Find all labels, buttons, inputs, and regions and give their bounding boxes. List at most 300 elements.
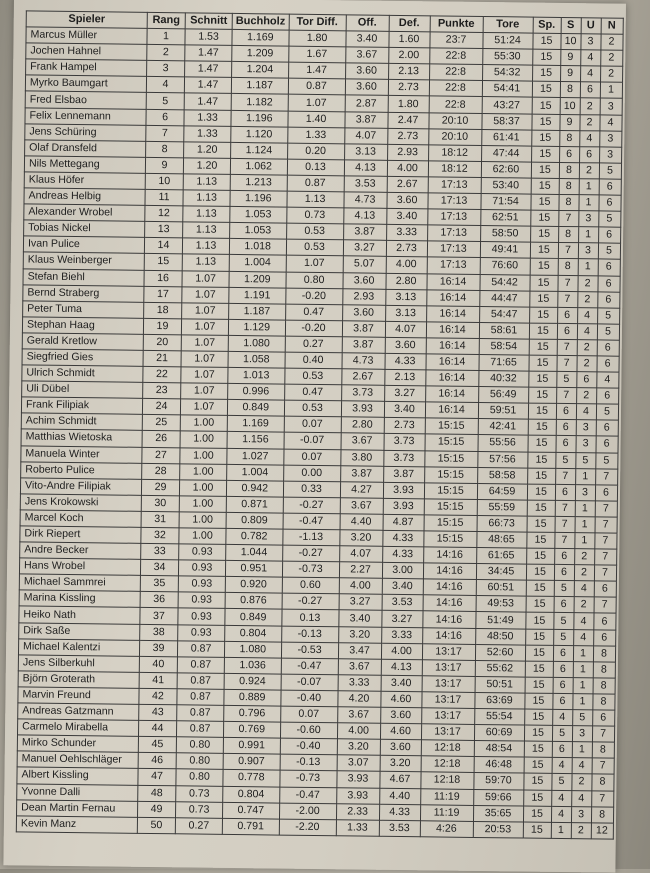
cell-n: 4 [599, 114, 621, 130]
cell-def: 3.60 [385, 337, 426, 354]
cell-u: 1 [574, 533, 594, 549]
cell-u: 3 [575, 484, 595, 500]
cell-n: 2 [600, 66, 622, 82]
cell-rang: 23 [143, 383, 181, 400]
cell-s: 6 [557, 323, 577, 339]
cell-u: 1 [578, 195, 598, 211]
cell-n: 8 [593, 662, 615, 678]
cell-off: 4.73 [343, 192, 386, 209]
cell-tor-diff: 0.73 [286, 207, 343, 224]
cell-tore: 66:73 [477, 515, 527, 532]
cell-def: 3.20 [380, 756, 421, 773]
cell-u: 2 [571, 822, 591, 838]
cell-def: 3.60 [386, 192, 427, 209]
cell-schnitt: 0.80 [176, 769, 223, 786]
cell-rang: 43 [139, 704, 177, 721]
cell-spieler: Vito-Andre Filipiak [20, 478, 141, 496]
cell-punkte: 16:14 [426, 306, 479, 323]
cell-def: 3.60 [380, 740, 421, 757]
cell-tor-diff: -0.27 [282, 593, 339, 610]
cell-schnitt: 0.87 [177, 640, 224, 657]
cell-def: 3.13 [385, 289, 426, 306]
cell-n: 6 [599, 179, 621, 195]
cell-sp: 15 [529, 275, 557, 291]
cell-buchholz: 0.996 [228, 384, 285, 401]
cell-tore: 56:49 [478, 387, 528, 404]
cell-tor-diff: 0.47 [284, 384, 341, 401]
cell-punkte: 16:14 [426, 338, 479, 355]
cell-rang: 44 [138, 720, 176, 737]
cell-sp: 15 [531, 114, 559, 130]
cell-tore: 35:65 [473, 805, 523, 822]
cell-tor-diff: 0.20 [287, 143, 344, 160]
cell-spieler: Siegfried Gies [22, 349, 143, 367]
cell-tore: 64:59 [477, 483, 527, 500]
cell-tor-diff: -0.73 [279, 770, 336, 787]
cell-off: 3.33 [338, 675, 381, 692]
header-buchholz: Buchholz [232, 13, 289, 30]
cell-off: 3.67 [345, 47, 388, 64]
cell-buchholz: 1.169 [227, 416, 284, 433]
ranking-table [16, 10, 623, 839]
cell-tor-diff: 0.53 [286, 223, 343, 240]
cell-schnitt: 1.07 [182, 286, 229, 303]
cell-spieler: Klaus Weinberger [23, 252, 144, 270]
cell-buchholz: 1.053 [230, 207, 287, 224]
cell-schnitt: 1.13 [183, 190, 230, 207]
cell-buchholz: 0.804 [223, 786, 280, 803]
cell-spieler: Roberto Pulice [21, 462, 142, 480]
cell-off: 4.73 [341, 353, 384, 370]
cell-n: 8 [592, 742, 614, 758]
cell-schnitt: 0.93 [178, 608, 225, 625]
cell-tor-diff: 0.07 [284, 416, 341, 433]
cell-spieler: Achim Schmidt [21, 413, 142, 431]
cell-tore: 40:32 [478, 371, 528, 388]
cell-sp: 15 [525, 677, 553, 693]
cell-sp: 15 [523, 790, 551, 806]
header-off: Off. [346, 15, 389, 32]
cell-rang: 14 [144, 238, 182, 255]
cell-u: 1 [575, 500, 595, 516]
cell-rang: 26 [142, 431, 180, 448]
cell-rang: 17 [144, 286, 182, 303]
cell-n: 8 [593, 678, 615, 694]
cell-tor-diff: 1.67 [288, 46, 345, 63]
cell-rang: 41 [139, 672, 177, 689]
cell-tore: 48:54 [474, 741, 524, 758]
cell-punkte: 22:8 [429, 48, 482, 65]
cell-s: 8 [558, 227, 578, 243]
cell-punkte: 13:17 [422, 676, 475, 693]
table-body [16, 27, 622, 839]
cell-buchholz: 1.062 [230, 158, 287, 175]
cell-off: 2.93 [342, 288, 385, 305]
cell-tore: 63:69 [474, 692, 524, 709]
cell-rang: 38 [140, 624, 178, 641]
cell-tore: 61:65 [476, 548, 526, 565]
cell-tore: 55:62 [475, 660, 525, 677]
cell-rang: 12 [145, 206, 183, 223]
cell-s: 4 [552, 709, 572, 725]
cell-u: 2 [577, 291, 597, 307]
cell-buchholz: 0.951 [225, 561, 282, 578]
cell-rang: 36 [140, 592, 178, 609]
cell-rang: 10 [145, 173, 183, 190]
cell-n: 6 [598, 227, 620, 243]
cell-sp: 15 [527, 468, 555, 484]
cell-s: 8 [560, 82, 580, 98]
cell-schnitt: 0.87 [177, 657, 224, 674]
cell-punkte: 13:17 [422, 643, 475, 660]
cell-s: 6 [556, 404, 576, 420]
cell-punkte: 16:14 [426, 289, 479, 306]
cell-sp: 15 [530, 194, 558, 210]
cell-sp: 15 [523, 806, 551, 822]
cell-off: 4.13 [344, 160, 387, 177]
cell-sp: 15 [526, 548, 554, 564]
cell-rang: 8 [146, 141, 184, 158]
cell-s: 6 [553, 661, 573, 677]
cell-buchholz: 1.156 [227, 432, 284, 449]
cell-rang: 35 [140, 576, 178, 593]
cell-n: 1 [600, 82, 622, 98]
cell-rang: 3 [147, 61, 185, 78]
cell-s: 6 [553, 677, 573, 693]
cell-punkte: 15:15 [425, 434, 478, 451]
cell-spieler: Manuela Winter [21, 445, 142, 463]
cell-def: 3.13 [385, 305, 426, 322]
cell-n: 8 [592, 694, 614, 710]
cell-off: 3.87 [340, 465, 383, 482]
cell-schnitt: 1.13 [183, 174, 230, 191]
header-tor-diff: Tor Diff. [289, 14, 346, 31]
cell-punkte: 14:16 [422, 627, 475, 644]
cell-off: 3.27 [343, 240, 386, 257]
cell-u: 5 [575, 452, 595, 468]
cell-u: 1 [573, 677, 593, 693]
cell-spieler: Dean Martin Fernau [17, 799, 138, 817]
cell-tor-diff: 1.33 [287, 127, 344, 144]
cell-n: 5 [596, 404, 618, 420]
cell-n: 3 [599, 131, 621, 147]
header-n: N [601, 18, 623, 34]
cell-n: 7 [595, 501, 617, 517]
cell-n: 4 [596, 372, 618, 388]
cell-buchholz: 0.849 [227, 400, 284, 417]
cell-tor-diff: 0.33 [283, 481, 340, 498]
cell-tor-diff: 0.53 [286, 239, 343, 256]
cell-punkte: 22:8 [429, 64, 482, 81]
cell-punkte: 17:13 [427, 193, 480, 210]
cell-sp: 15 [529, 291, 557, 307]
cell-n: 7 [594, 549, 616, 565]
cell-rang: 11 [145, 189, 183, 206]
cell-punkte: 14:16 [422, 611, 475, 628]
cell-schnitt: 1.13 [182, 238, 229, 255]
cell-s: 5 [553, 613, 573, 629]
cell-sp: 15 [528, 371, 556, 387]
cell-buchholz: 1.013 [228, 367, 285, 384]
cell-tore: 58:50 [480, 226, 530, 243]
cell-tore: 60:69 [474, 725, 524, 742]
cell-off: 2.33 [336, 803, 379, 820]
cell-u: 6 [580, 82, 600, 98]
cell-off: 3.13 [344, 144, 387, 161]
cell-u: 2 [576, 356, 596, 372]
cell-tor-diff: 1.47 [288, 62, 345, 79]
cell-buchholz: 1.080 [228, 335, 285, 352]
cell-buchholz: 0.804 [225, 625, 282, 642]
cell-s: 9 [560, 50, 580, 66]
cell-punkte: 11:19 [420, 788, 473, 805]
cell-rang: 47 [138, 769, 176, 786]
cell-punkte: 22:8 [429, 80, 482, 97]
cell-def: 2.13 [384, 369, 425, 386]
cell-u: 3 [575, 436, 595, 452]
cell-spieler: Stephan Haag [22, 317, 143, 335]
cell-schnitt: 1.00 [180, 447, 227, 464]
cell-s: 6 [552, 742, 572, 758]
cell-buchholz: 0.778 [223, 770, 280, 787]
cell-off: 3.93 [336, 787, 379, 804]
cell-schnitt: 1.07 [181, 351, 228, 368]
cell-rang: 30 [141, 495, 179, 512]
cell-rang: 45 [138, 737, 176, 754]
cell-def: 4.67 [379, 772, 420, 789]
cell-def: 4.07 [385, 321, 426, 338]
cell-schnitt: 0.87 [177, 689, 224, 706]
cell-n: 7 [594, 565, 616, 581]
cell-buchholz: 1.209 [229, 271, 286, 288]
cell-s: 6 [555, 484, 575, 500]
cell-rang: 24 [142, 399, 180, 416]
cell-u: 4 [580, 66, 600, 82]
cell-s: 7 [558, 243, 578, 259]
cell-spieler: Myrko Baumgart [25, 75, 146, 93]
cell-rang: 28 [142, 463, 180, 480]
cell-buchholz: 0.942 [226, 480, 283, 497]
cell-off: 2.87 [345, 95, 388, 112]
cell-sp: 15 [532, 65, 560, 81]
cell-buchholz: 1.182 [231, 94, 288, 111]
cell-u: 3 [572, 726, 592, 742]
cell-schnitt: 1.13 [183, 206, 230, 223]
cell-rang: 15 [144, 254, 182, 271]
cell-off: 3.07 [337, 755, 380, 772]
cell-punkte: 15:15 [424, 515, 477, 532]
cell-off: 3.87 [344, 111, 387, 128]
cell-n: 8 [591, 806, 613, 822]
cell-spieler: Michael Sammrei [19, 574, 140, 592]
cell-rang: 1 [147, 28, 185, 45]
cell-tore: 48:50 [475, 628, 525, 645]
cell-punkte: 17:13 [427, 257, 480, 274]
cell-def: 3.73 [384, 434, 425, 451]
cell-spieler: Michael Kalentzi [18, 639, 139, 657]
cell-punkte: 15:15 [424, 450, 477, 467]
cell-punkte: 14:16 [423, 579, 476, 596]
cell-tore: 76:60 [480, 258, 530, 275]
cell-sp: 15 [527, 500, 555, 516]
cell-u: 1 [575, 517, 595, 533]
cell-n: 2 [600, 34, 622, 50]
cell-spieler: Dirk Saße [19, 622, 140, 640]
cell-off: 1.33 [336, 819, 379, 836]
cell-def: 3.53 [379, 820, 420, 837]
cell-u: 3 [580, 34, 600, 50]
cell-rang: 48 [138, 785, 176, 802]
cell-rang: 39 [139, 640, 177, 657]
cell-tore: 59:70 [473, 773, 523, 790]
cell-spieler: Stefan Biehl [23, 268, 144, 286]
cell-tore: 71:54 [480, 194, 530, 211]
cell-s: 4 [552, 758, 572, 774]
cell-s: 7 [556, 388, 576, 404]
cell-buchholz: 1.169 [232, 30, 289, 47]
cell-tore: 46:48 [474, 757, 524, 774]
cell-tor-diff: 0.87 [287, 175, 344, 192]
cell-off: 3.67 [337, 707, 380, 724]
cell-tor-diff: -0.60 [280, 722, 337, 739]
cell-def: 1.60 [388, 31, 429, 48]
cell-s: 10 [560, 34, 580, 50]
cell-off: 3.20 [338, 626, 381, 643]
cell-schnitt: 1.00 [179, 480, 226, 497]
cell-spieler: Marcus Müller [26, 27, 147, 45]
cell-u: 4 [579, 130, 599, 146]
cell-off: 3.27 [339, 594, 382, 611]
cell-u: 3 [576, 420, 596, 436]
cell-sp: 15 [524, 693, 552, 709]
cell-schnitt: 0.93 [178, 560, 225, 577]
cell-n: 2 [600, 50, 622, 66]
cell-s: 7 [558, 211, 578, 227]
cell-schnitt: 0.80 [176, 737, 223, 754]
cell-spieler: Carmelo Mirabella [17, 719, 138, 737]
cell-off: 4.07 [344, 127, 387, 144]
cell-n: 5 [595, 452, 617, 468]
cell-punkte: 13:17 [421, 724, 474, 741]
cell-spieler: Nils Mettegang [24, 156, 145, 174]
cell-punkte: 18:12 [428, 161, 481, 178]
cell-tore: 57:56 [477, 451, 527, 468]
cell-n: 7 [591, 790, 613, 806]
cell-schnitt: 1.47 [184, 93, 231, 110]
cell-tor-diff: -0.20 [285, 288, 342, 305]
cell-buchholz: 0.809 [226, 512, 283, 529]
header-sp: Sp. [533, 17, 561, 33]
cell-def: 3.73 [383, 450, 424, 467]
cell-s: 8 [558, 259, 578, 275]
cell-sp: 15 [530, 258, 558, 274]
cell-tor-diff: 0.07 [280, 706, 337, 723]
cell-def: 3.33 [386, 225, 427, 242]
cell-spieler: Alexander Wrobel [24, 204, 145, 222]
cell-s: 1 [551, 822, 571, 838]
cell-schnitt: 0.27 [175, 817, 222, 834]
cell-schnitt: 1.47 [185, 61, 232, 78]
cell-tor-diff: -0.27 [282, 545, 339, 562]
cell-tore: 54:32 [482, 65, 532, 82]
cell-sp: 15 [526, 564, 554, 580]
cell-spieler: Olaf Dransfeld [25, 140, 146, 158]
cell-off: 4.13 [343, 208, 386, 225]
cell-punkte: 16:14 [425, 370, 478, 387]
cell-tore: 49:41 [480, 242, 530, 259]
cell-punkte: 13:17 [421, 708, 474, 725]
cell-sp: 15 [525, 645, 553, 661]
cell-def: 3.40 [386, 208, 427, 225]
cell-sp: 15 [527, 516, 555, 532]
cell-tor-diff: 0.87 [288, 78, 345, 95]
cell-punkte: 20:10 [428, 128, 481, 145]
cell-spieler: Dirk Riepert [20, 526, 141, 544]
cell-def: 4.40 [379, 788, 420, 805]
cell-tor-diff: -0.27 [283, 497, 340, 514]
cell-punkte: 16:14 [426, 273, 479, 290]
cell-punkte: 14:16 [423, 595, 476, 612]
cell-tor-diff: -0.47 [283, 513, 340, 530]
cell-spieler: Jens Silberkuhl [18, 655, 139, 673]
cell-spieler: Jens Krokowski [20, 494, 141, 512]
cell-punkte: 20:10 [428, 112, 481, 129]
cell-tor-diff: 1.07 [288, 95, 345, 112]
cell-punkte: 12:18 [421, 740, 474, 757]
cell-tore: 51:24 [482, 33, 532, 50]
cell-spieler: Andre Becker [20, 542, 141, 560]
cell-buchholz: 1.209 [232, 46, 289, 63]
cell-u: 2 [577, 340, 597, 356]
cell-n: 6 [596, 388, 618, 404]
cell-def: 4.00 [381, 643, 422, 660]
cell-buchholz: 1.080 [224, 641, 281, 658]
cell-n: 6 [597, 292, 619, 308]
cell-n: 7 [594, 533, 616, 549]
cell-buchholz: 1.129 [228, 319, 285, 336]
cell-def: 3.93 [383, 482, 424, 499]
cell-buchholz: 0.871 [226, 496, 283, 513]
cell-sp: 15 [526, 532, 554, 548]
cell-rang: 6 [146, 109, 184, 126]
cell-schnitt: 0.87 [177, 673, 224, 690]
cell-off: 3.93 [341, 401, 384, 418]
cell-spieler: Frank Filipiak [21, 397, 142, 415]
cell-off: 3.73 [341, 385, 384, 402]
cell-spieler: Peter Tuma [23, 301, 144, 319]
cell-off: 4.40 [340, 514, 383, 531]
cell-off: 3.53 [344, 176, 387, 193]
cell-sp: 15 [530, 210, 558, 226]
cell-s: 5 [555, 452, 575, 468]
cell-off: 3.80 [340, 449, 383, 466]
cell-u: 1 [573, 661, 593, 677]
cell-off: 3.20 [337, 739, 380, 756]
cell-s: 7 [556, 355, 576, 371]
cell-tor-diff: -0.73 [282, 561, 339, 578]
cell-def: 2.73 [384, 418, 425, 435]
cell-spieler: Yvonne Dalli [17, 783, 138, 801]
cell-rang: 5 [146, 93, 184, 110]
cell-s: 7 [557, 275, 577, 291]
cell-sp: 15 [527, 436, 555, 452]
header-spieler: Spieler [26, 11, 147, 29]
cell-def: 3.60 [380, 707, 421, 724]
cell-u: 4 [577, 307, 597, 323]
cell-rang: 19 [143, 318, 181, 335]
cell-buchholz: 1.120 [231, 126, 288, 143]
cell-rang: 40 [139, 656, 177, 673]
